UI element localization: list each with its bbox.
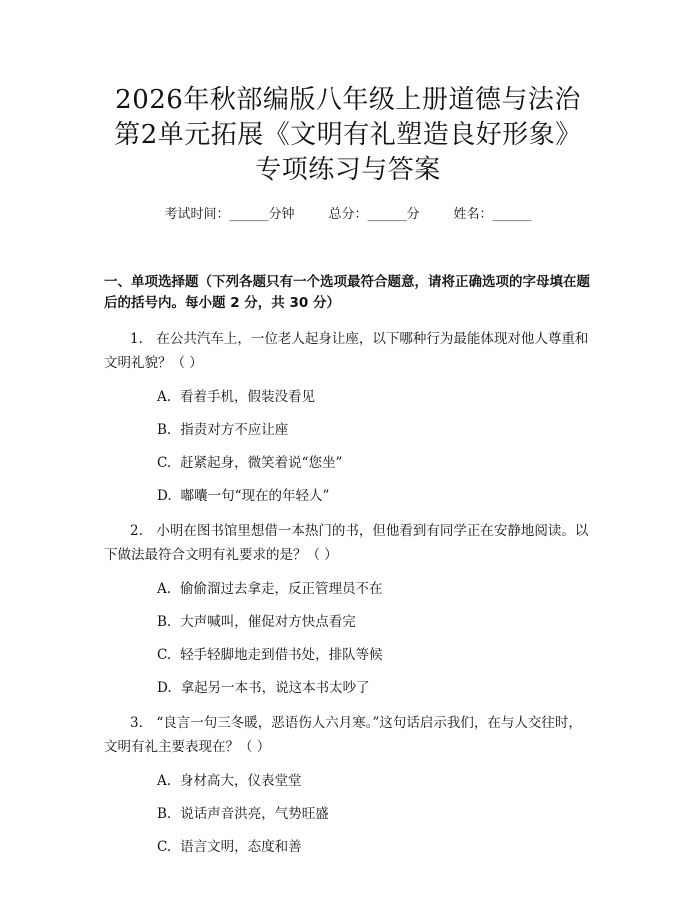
option-letter: C.	[157, 647, 172, 663]
option-c	[104, 453, 592, 473]
option-letter: D.	[157, 680, 172, 696]
question-3	[104, 711, 592, 857]
option-text: 身材高大，仪表堂堂	[180, 773, 302, 789]
option-text: 轻手轻脚地走到借书处，排队等候	[180, 647, 383, 663]
option-c	[104, 645, 592, 665]
option-b	[104, 804, 592, 824]
option-text: 拿起另一本书，说这本书太吵了	[180, 680, 370, 696]
option-a	[104, 579, 592, 599]
option-letter: A.	[157, 581, 172, 597]
question-1	[104, 327, 592, 506]
exam-time-field: 考试时间：______分钟	[164, 207, 295, 222]
option-letter: B.	[157, 422, 172, 438]
option-letter: B.	[157, 614, 172, 630]
option-letter: A.	[157, 389, 172, 405]
option-text: 偷偷溜过去拿走，反正管理员不在	[180, 581, 383, 597]
option-text: 赶紧起身，微笑着说“您坐”	[180, 455, 343, 471]
option-text: 大声喊叫，催促对方快点看完	[180, 614, 356, 630]
question-stem: 1. 在公共汽车上，一位老人起身让座，以下哪种行为最能体现对他人尊重和文明礼貌？（ ）	[104, 331, 589, 371]
option-text: 语言文明，态度和善	[180, 839, 302, 855]
total-score-field: 总分：______分	[328, 207, 420, 222]
option-list	[104, 771, 592, 857]
option-list	[104, 387, 592, 506]
exam-meta	[104, 206, 592, 224]
question-2	[104, 519, 592, 698]
section-heading: 一、单项选择题（下列各题只有一个选项最符合题意，请将正确选项的字母填在题后的括号内。每小题 2 分，共 30 分）	[104, 274, 590, 311]
question-stem: 2. 小明在图书馆里想借一本热门的书，但他看到有同学正在安静地阅读。以下做法最符合文明有礼要求的是？（ ）	[104, 523, 589, 563]
option-letter: B.	[157, 806, 172, 822]
option-a	[104, 387, 592, 407]
document-title: 2026年秋部编版八年级上册道德与法治第2单元拓展《文明有礼塑造良好形象》专项练习与答案	[114, 85, 582, 185]
question-stem: 3. “良言一句三冬暖，恶语伤人六月寒。”这句话启示我们，在与人交往时，文明有礼主要表现在？（ ）	[104, 715, 582, 755]
student-name-field: 姓名：______	[453, 207, 532, 222]
option-letter: D.	[157, 488, 172, 504]
option-text: 指责对方不应让座	[180, 422, 289, 438]
option-c	[104, 837, 592, 857]
option-b	[104, 420, 592, 440]
option-d	[104, 678, 592, 698]
option-text: 说话声音洪亮，气势旺盛	[180, 806, 329, 822]
option-list	[104, 579, 592, 698]
option-letter: C.	[157, 455, 172, 471]
option-a	[104, 771, 592, 791]
option-letter: C.	[157, 839, 172, 855]
option-letter: A.	[157, 773, 172, 789]
option-text: 看着手机，假装没看见	[180, 389, 316, 405]
option-text: 嘟囔一句“现在的年轻人”	[180, 488, 330, 504]
option-b	[104, 612, 592, 632]
option-d	[104, 486, 592, 506]
